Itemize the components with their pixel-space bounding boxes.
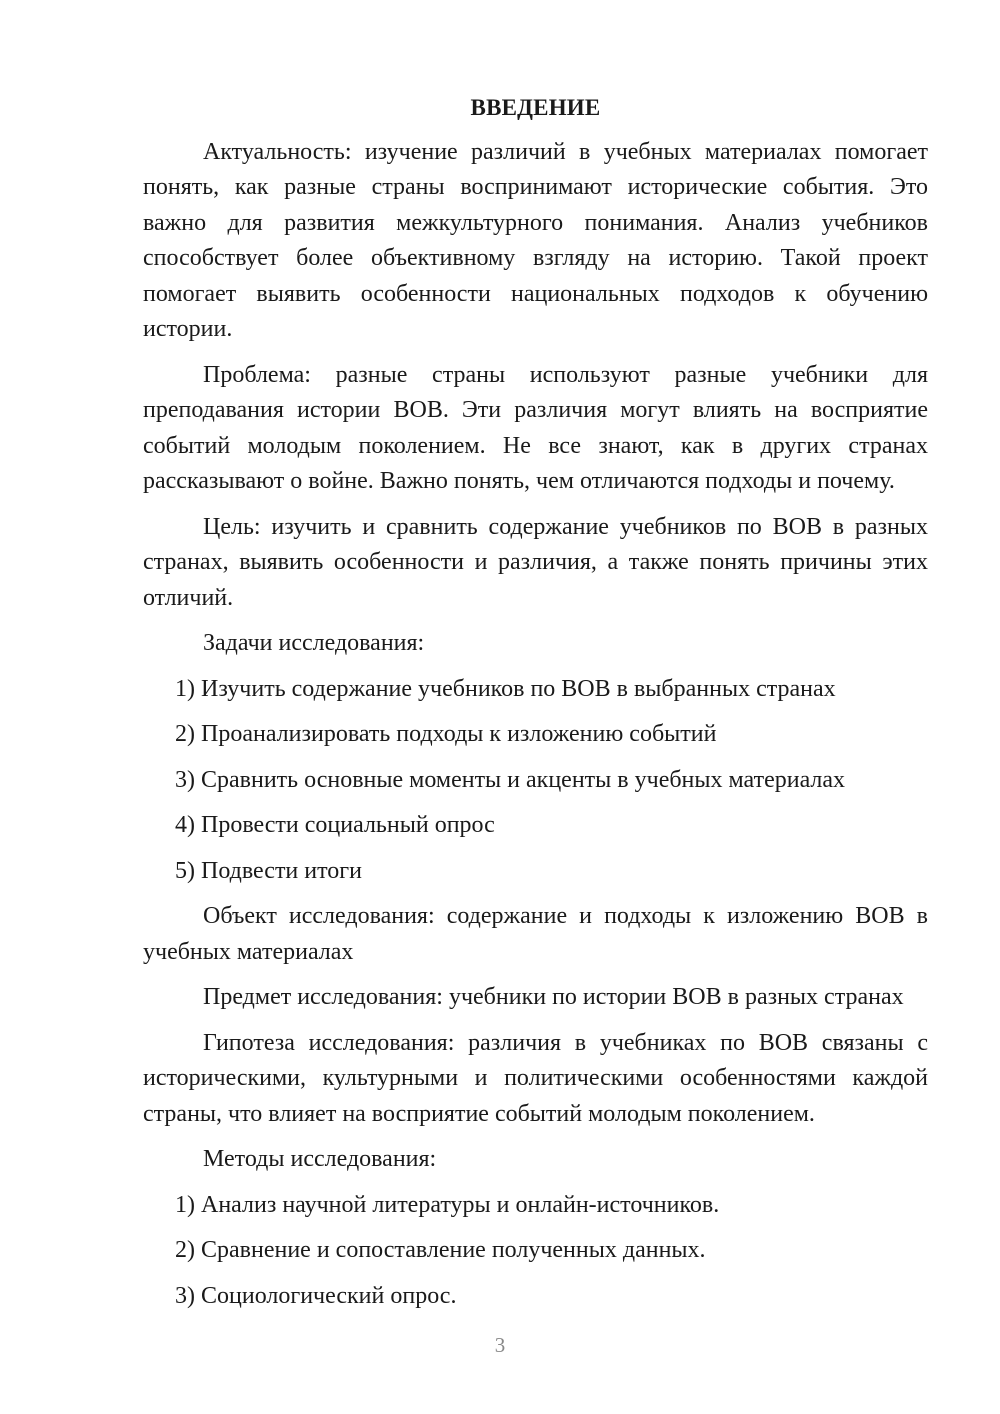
page-title: ВВЕДЕНИЕ: [470, 95, 601, 120]
task-item: 2) Проанализировать подходы к изложению событий: [175, 721, 717, 747]
method-item: 2) Сравнение и сопоставление полученных данных.: [175, 1237, 706, 1263]
task-item: 5) Подвести итоги: [175, 857, 362, 884]
relevance-paragraph: Актуальность: изучение различий в учебных материалах помогает понять, как разные страны воспринимают исторические события. Это важно для развития межкультурного понимания. Анализ учебников способствует более объективному взгляду на историю. Такой проект помогает выявить особенности национальных подходов к обучению истории.: [143, 138, 928, 342]
problem-paragraph: Проблема: разные страны используют разные учебники для преподавания истории ВОВ. Эти различия могут влиять на восприятие событий молодым поколением. Не все знают, как в других странах рассказывают о войне. Важно понять, чем отличаются подходы и почему.: [143, 361, 928, 494]
method-item: 3) Социологический опрос.: [175, 1282, 457, 1309]
object-paragraph: Объект исследования: содержание и подходы к изложению ВОВ в учебных материалах: [143, 903, 928, 965]
methods-heading: Методы исследования:: [203, 1146, 437, 1172]
page-content: [143, 90, 928, 1324]
task-item: 4) Провести социальный опрос: [175, 812, 495, 838]
goal-paragraph: Цель: изучить и сравнить содержание учебников по ВОВ в разных странах, выявить особенности и различия, а также понять причины этих отличий.: [143, 513, 928, 611]
hypothesis-paragraph: Гипотеза исследования: различия в учебниках по ВОВ связаны с историческими, культурными и политическими особенностями каждой страны, что влияет на восприятие событий молодым поколением.: [143, 1029, 928, 1127]
page-number: 3: [494, 1333, 506, 1357]
task-item: 3) Сравнить основные моменты и акценты в учебных материалах: [175, 766, 846, 793]
subject-paragraph: Предмет исследования: учебники по истории ВОВ в разных странах: [203, 984, 904, 1010]
tasks-heading: Задачи исследования:: [203, 630, 425, 656]
task-item: 1) Изучить содержание учебников по ВОВ в выбранных странах: [175, 675, 836, 702]
method-item: 1) Анализ научной литературы и онлайн-источников.: [175, 1191, 720, 1218]
